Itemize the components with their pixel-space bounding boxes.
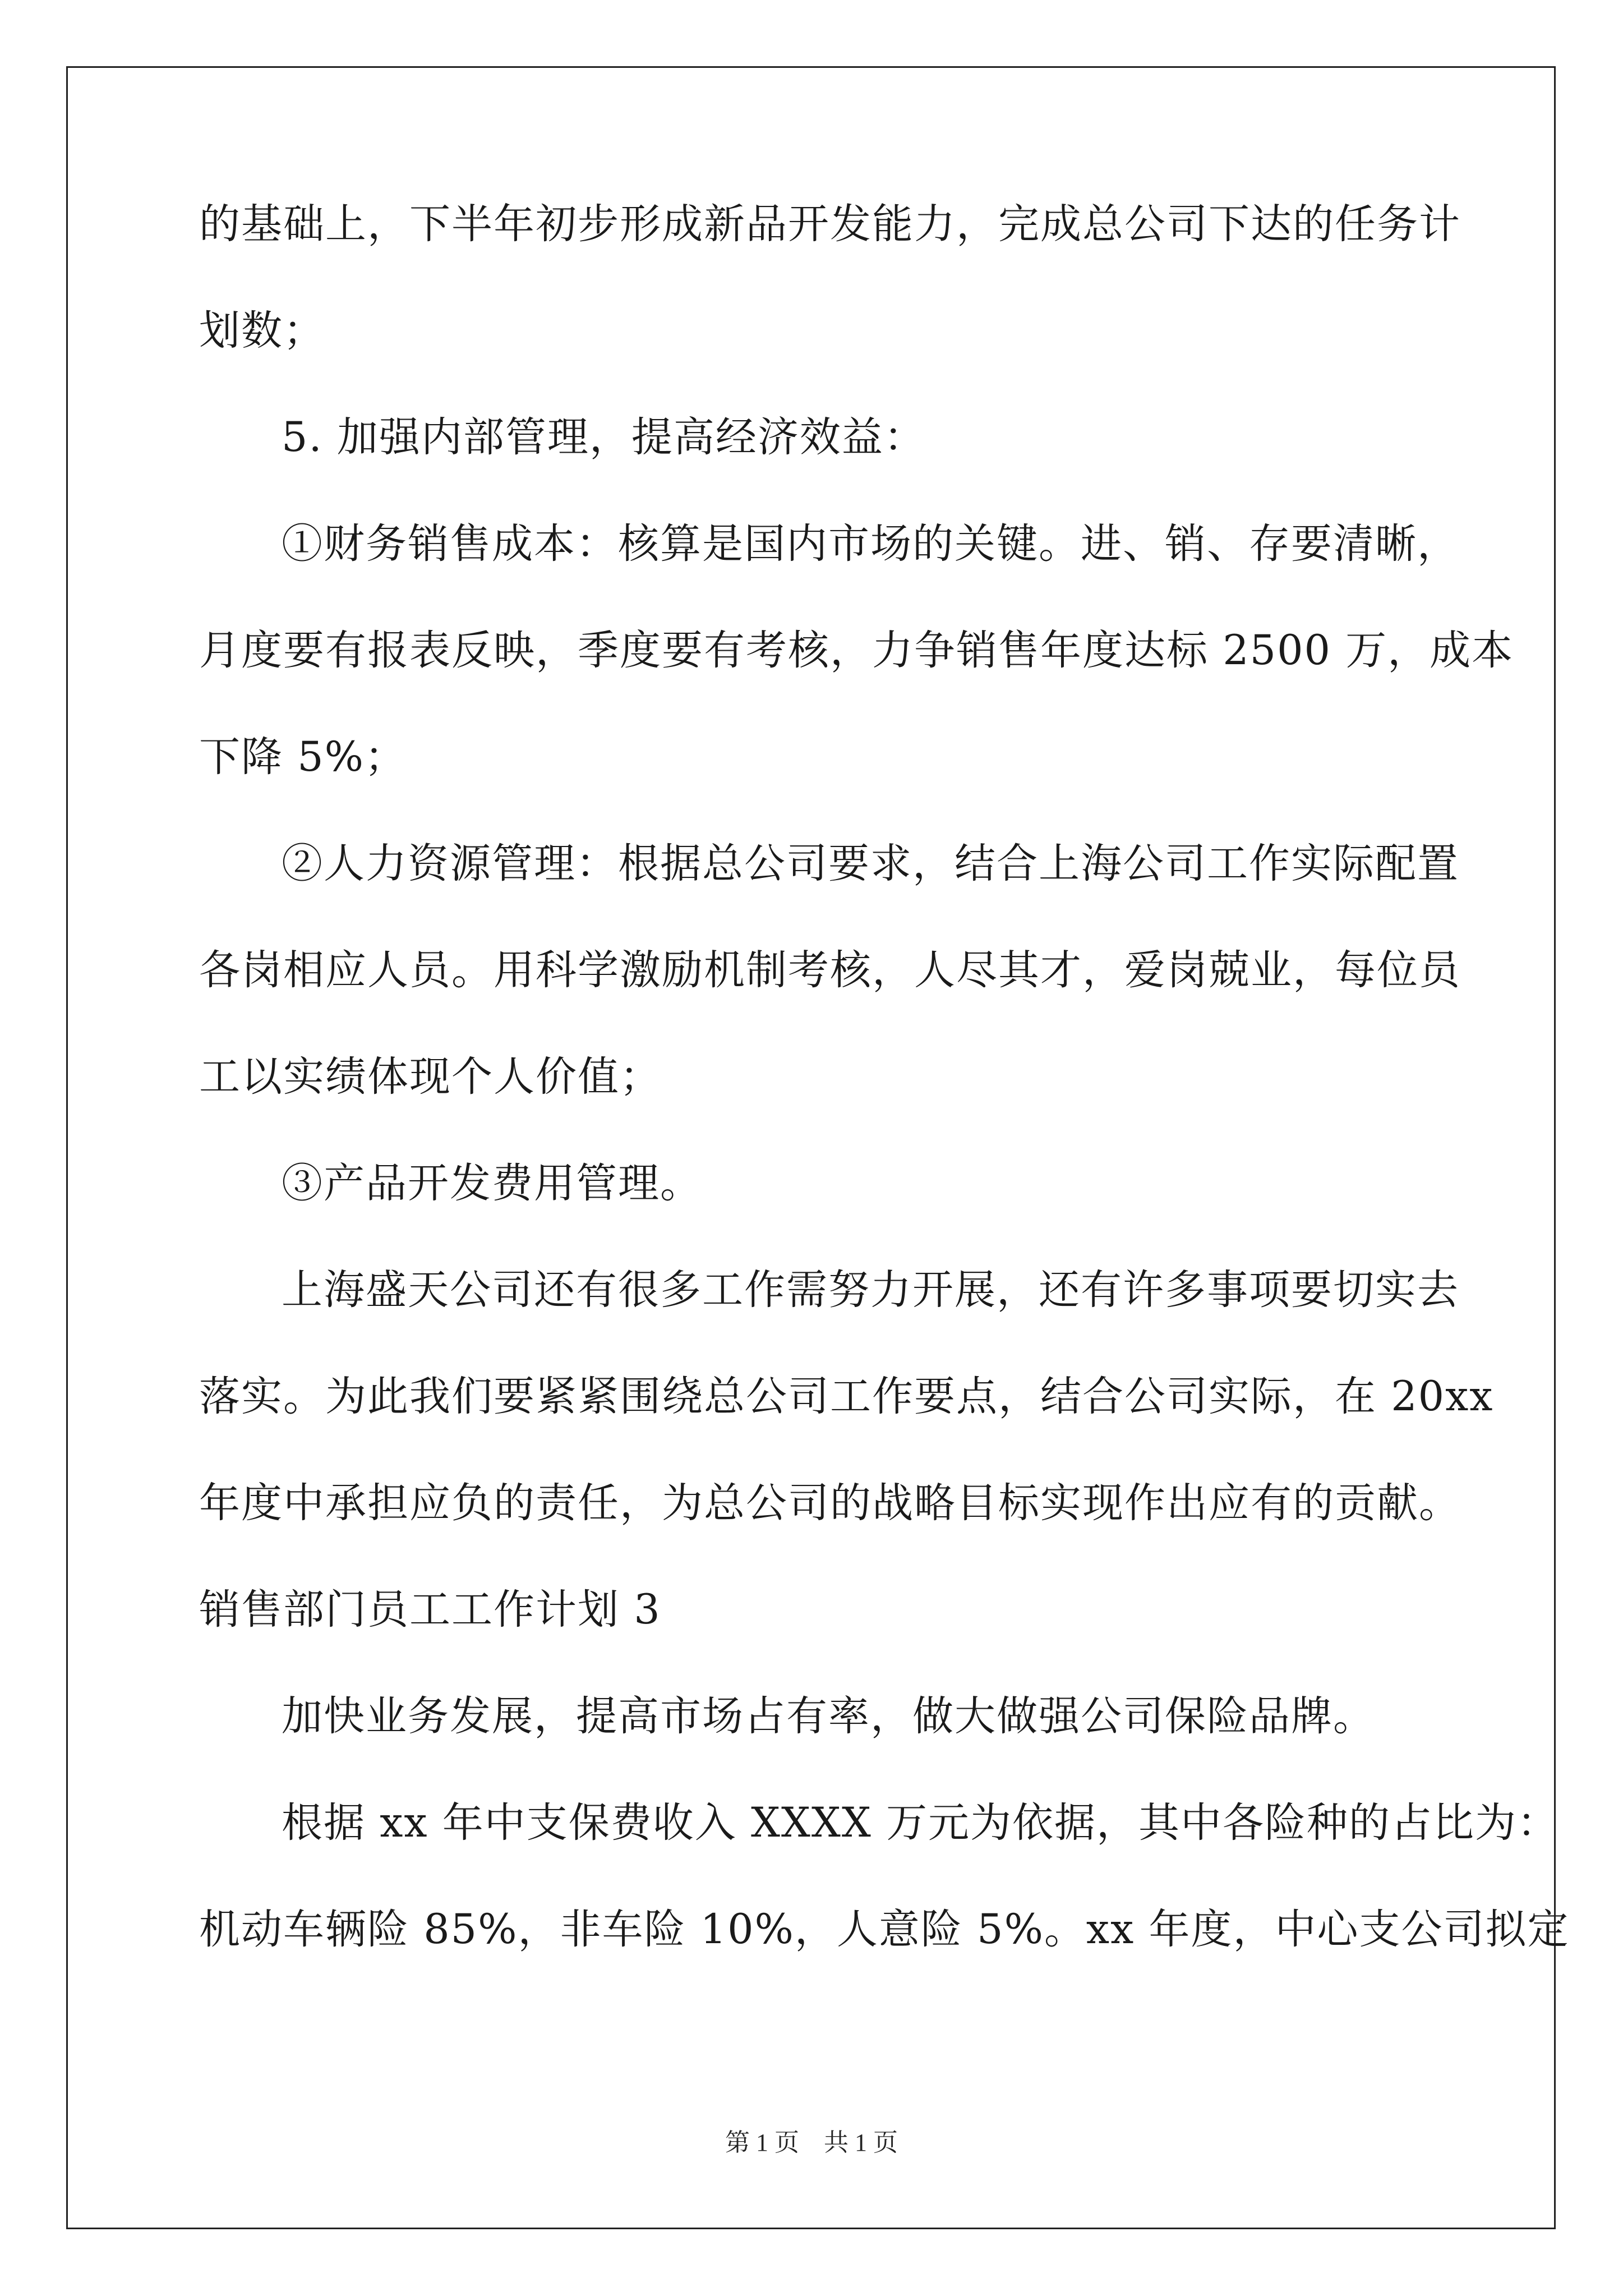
paragraph-line: ①财务销售成本：核算是国内市场的关键。进、销、存要清晰， — [282, 520, 1459, 568]
paragraph-line: 划数； — [199, 307, 325, 355]
paragraph-line: 各岗相应人员。用科学激励机制考核，人尽其才，爱岗兢业，每位员 — [199, 946, 1461, 994]
paragraph-line: 上海盛天公司还有很多工作需努力开展，还有许多事项要切实去 — [282, 1266, 1459, 1314]
paragraph-line: 的基础上，下半年初步形成新品开发能力，完成总公司下达的任务计 — [199, 200, 1461, 248]
paragraph-line: 工以实绩体现个人价值； — [199, 1053, 662, 1101]
paragraph-line: 落实。为此我们要紧紧围绕总公司工作要点，结合公司实际，在 20xx — [199, 1373, 1494, 1420]
paragraph-line: ②人力资源管理：根据总公司要求，结合上海公司工作实际配置 — [282, 840, 1459, 887]
paragraph-line: ③产品开发费用管理。 — [282, 1159, 702, 1207]
paragraph-line: 机动车辆险 85%，非车险 10%，人意险 5%。xx 年度，中心支公司拟定 — [199, 1906, 1570, 1953]
paragraph-line: 加快业务发展，提高市场占有率，做大做强公司保险品牌。 — [282, 1692, 1375, 1740]
page-footer: 第 1 页 共 1 页 — [725, 2129, 898, 2156]
section-heading: 5. 加强内部管理，提高经济效益： — [282, 413, 926, 461]
section-title: 销售部门员工工作计划 3 — [199, 1586, 661, 1634]
paragraph-line: 下降 5%； — [199, 733, 407, 781]
paragraph-line: 根据 xx 年中支保费收入 XXXX 万元为依据，其中各险种的占比为： — [282, 1799, 1560, 1847]
paragraph-line: 月度要有报表反映，季度要有考核，力争销售年度达标 2500 万，成本 — [199, 627, 1514, 674]
paragraph-line: 年度中承担应负的责任，为总公司的战略目标实现作出应有的贡献。 — [199, 1479, 1461, 1527]
